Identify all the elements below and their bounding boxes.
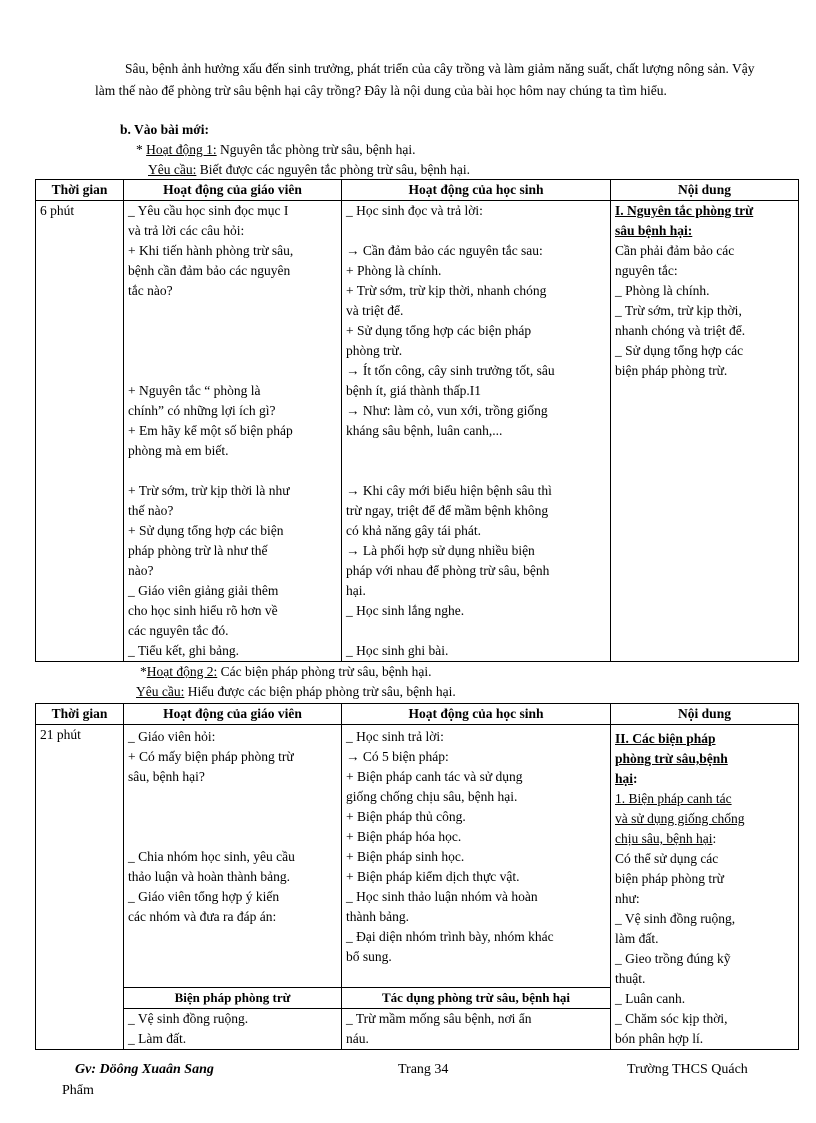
cell-text-line: phòng trừ.	[346, 343, 403, 358]
cell-text-line: có khả năng gây tái phát.	[346, 523, 481, 538]
cell-text-line: _ Chia nhóm học sinh, yêu cầu	[128, 849, 295, 864]
sub-header-measure: Biện pháp phòng trừ	[124, 987, 342, 1008]
content-cell	[611, 725, 799, 1050]
teacher-cell	[124, 725, 342, 988]
cell-text-line: hại.	[346, 583, 366, 598]
cell-text-line: chính” có những lợi ích gì?	[128, 403, 276, 418]
content-title-line: phòng trừ sâu,bệnh	[615, 751, 728, 766]
cell-text-line: pháp với nhau để phòng trừ sâu, bệnh	[346, 563, 550, 578]
cell-text-line: thành bảng.	[346, 909, 409, 924]
header-teacher: Hoạt động của giáo viên	[124, 180, 342, 201]
cell-text-line: _ Giáo viên hỏi:	[128, 729, 216, 744]
intro-paragraph: Sâu, bệnh ảnh hưởng xấu đến sinh trưởng, phát triển của cây trồng và làm giảm năng suất, chất lượng nông sản. Vậy làm thế nào để phòng trừ sâu bệnh hại cây trồng? Đây là nội dung của bài học hôm nay chúng ta tìm hiểu.	[95, 61, 755, 98]
cell-text-line: _ Trừ sớm, trừ kịp thời,	[615, 303, 742, 318]
cell-text-line: → Ít tốn công, cây sinh trưởng tốt, sâu	[346, 363, 555, 378]
cell-text-line: _ Chăm sóc kịp thời,	[615, 1011, 728, 1026]
cell-text-line: nào?	[128, 563, 154, 578]
cell-text-line: + Nguyên tắc “ phòng là	[128, 383, 261, 398]
cell-text-line: _ Gieo trồng đúng kỹ	[615, 951, 731, 966]
header-teacher: Hoạt động của giáo viên	[124, 704, 342, 725]
cell-text-line: nguyên tắc:	[615, 263, 678, 278]
cell-text-line: Cần phải đảm bảo các	[615, 243, 735, 258]
header-time: Thời gian	[36, 704, 124, 725]
content-subtitle-line: và sử dụng giống chống	[615, 811, 745, 826]
cell-text-line	[128, 341, 337, 361]
content-title-colon: :	[633, 771, 638, 786]
cell-text-line: _ Giáo viên giảng giải thêm	[128, 583, 279, 598]
cell-text-line: + Có mấy biện pháp phòng trừ	[128, 749, 294, 764]
requirement-1-name: Yêu cầu:	[148, 162, 197, 177]
content-subtitle-colon: :	[712, 831, 717, 846]
cell-text-line: náu.	[346, 1030, 369, 1046]
cell-text-line: _ Sử dụng tổng hợp các	[615, 343, 744, 358]
cell-text-line: + Biện pháp hóa học.	[346, 829, 462, 844]
content-title-line: II. Các biện pháp	[615, 731, 716, 746]
cell-text-line: _ Phòng là chính.	[615, 283, 710, 298]
header-content: Nội dung	[611, 704, 799, 725]
cell-text-line: + Sử dụng tổng hợp các biện	[128, 523, 284, 538]
cell-text-line: _ Học sinh thảo luận nhóm và hoàn	[346, 889, 538, 904]
cell-text-line	[128, 807, 337, 827]
cell-text-line: → Là phối hợp sử dụng nhiều biện	[346, 543, 535, 558]
student-cell	[342, 725, 611, 988]
cell-text-line: phòng mà em biết.	[128, 443, 229, 458]
activity-1-text: Nguyên tắc phòng trừ sâu, bệnh hại.	[216, 142, 416, 157]
cell-text-line: + Em hãy kể một số biện pháp	[128, 423, 293, 438]
cell-text-line: thảo luận và hoàn thành bảng.	[128, 869, 290, 884]
cell-text-line: → Cần đảm bảo các nguyên tắc sau:	[346, 243, 543, 258]
activity-2-star: *	[140, 664, 147, 679]
cell-text-line	[128, 787, 337, 807]
footer-teacher: Gv: Döông Xuaân Sang	[75, 1062, 214, 1077]
activity-2-text: Các biện pháp phòng trừ sâu, bệnh hại.	[217, 664, 432, 679]
cell-text-line: _ Học sinh ghi bài.	[346, 643, 449, 658]
cell-text-line	[346, 621, 606, 641]
requirement-1-line	[148, 160, 470, 180]
cell-text-line: _ Trừ mầm mống sâu bệnh, nơi ẩn	[346, 1010, 532, 1026]
cell-text-line: pháp phòng trừ là như thế	[128, 543, 268, 558]
cell-text-line: + Biện pháp kiểm dịch thực vật.	[346, 869, 520, 884]
cell-text-line: _ Vệ sinh đồng ruộng,	[615, 911, 736, 926]
cell-text-line: bệnh ít, giá thành thấp.I1	[346, 383, 481, 398]
header-content: Nội dung	[611, 180, 799, 201]
requirement-2-name: Yêu cầu:	[136, 684, 185, 699]
cell-text-line: và trả lời các câu hỏi:	[128, 223, 245, 238]
activity-1-star: *	[136, 142, 147, 157]
cell-text-line	[346, 461, 606, 481]
cell-text-line: thuật.	[615, 971, 646, 986]
student-cell	[342, 201, 611, 662]
requirement-1-text: Biết được các nguyên tắc phòng trừ sâu, bệnh hại.	[196, 162, 471, 177]
header-student: Hoạt động của học sinh	[342, 704, 611, 725]
cell-text-line: sâu, bệnh hại?	[128, 769, 205, 784]
teacher-cell	[124, 201, 342, 662]
cell-text-line	[128, 321, 337, 341]
content-subtitle-line: 1. Biện pháp canh tác	[615, 791, 732, 806]
cell-text-line: → Khi cây mới biểu hiện bệnh sâu thì	[346, 483, 552, 498]
cell-text-line: + Trừ sớm, trừ kịp thời, nhanh chóng	[346, 283, 547, 298]
cell-text-line: _ Tiểu kết, ghi bảng.	[128, 643, 240, 658]
cell-text-line: + Biện pháp canh tác và sử dụng	[346, 769, 523, 784]
cell-text-line: như:	[615, 891, 640, 906]
cell-text-line: giống chống chịu sâu, bệnh hại.	[346, 789, 518, 804]
cell-text-line: tắc nào?	[128, 283, 173, 298]
cell-text-line	[346, 221, 606, 241]
cell-text-line: biện pháp phòng trừ	[615, 871, 724, 886]
cell-text-line: _ Học sinh lắng nghe.	[346, 603, 465, 618]
cell-text-line: trừ ngay, triệt để để mầm bệnh không	[346, 503, 549, 518]
cell-text-line: _ Yêu cầu học sinh đọc mục I	[128, 203, 289, 218]
cell-text-line: → Có 5 biện pháp:	[346, 749, 449, 764]
cell-text-line: các nhóm và đưa ra đáp án:	[128, 909, 277, 924]
content-cell	[611, 201, 799, 662]
footer-page-number: Trang 34	[398, 1062, 449, 1077]
cell-text-line: → Như: làm cỏ, vun xới, trồng giống	[346, 403, 548, 418]
cell-text-line: _ Vệ sinh đồng ruộng.	[128, 1010, 249, 1026]
cell-text-line: + Biện pháp sinh học.	[346, 849, 465, 864]
cell-text-line: và triệt để.	[346, 303, 404, 318]
cell-text-line: nhanh chóng và triệt để.	[615, 323, 746, 338]
cell-text-line: + Phòng là chính.	[346, 263, 442, 278]
cell-text-line: _ Học sinh đọc và trả lời:	[346, 203, 483, 218]
activity-2-table	[35, 703, 799, 1050]
content-title-line: sâu bệnh hại:	[615, 223, 693, 238]
cell-text-line: Có thể sử dụng các	[615, 851, 719, 866]
activity-2-name: Hoạt động 2:	[146, 664, 218, 679]
cell-text-line: + Trừ sớm, trừ kịp thời là như	[128, 483, 290, 498]
activity-2-line	[140, 662, 432, 682]
cell-text-line	[128, 827, 337, 847]
cell-text-line: _ Học sinh trả lời:	[346, 729, 444, 744]
activity-1-line	[136, 140, 416, 160]
content-title-line: I. Nguyên tắc phòng trừ	[615, 203, 754, 218]
activity-1-name: Hoạt động 1:	[146, 142, 217, 157]
cell-text-line: _ Luân canh.	[615, 991, 686, 1006]
requirement-2-text: Hiểu được các biện pháp phòng trừ sâu, bệnh hại.	[184, 684, 456, 699]
cell-text-line: _ Giáo viên tổng hợp ý kiến	[128, 889, 280, 904]
cell-text-line: các nguyên tắc đó.	[128, 623, 229, 638]
cell-text-line: + Sử dụng tổng hợp các biện pháp	[346, 323, 532, 338]
sub-header-effect: Tác dụng phòng trừ sâu, bệnh hại	[342, 987, 611, 1008]
cell-text-line: + Biện pháp thủ công.	[346, 809, 466, 824]
cell-text-line	[346, 441, 606, 461]
cell-text-line: + Khi tiến hành phòng trừ sâu,	[128, 243, 294, 258]
cell-text-line: cho học sinh hiểu rõ hơn về	[128, 603, 278, 618]
header-student: Hoạt động của học sinh	[342, 180, 611, 201]
cell-text-line	[128, 301, 337, 321]
cell-text-line	[128, 461, 337, 481]
footer-school: Trường THCS Quách	[627, 1062, 748, 1077]
cell-text-line	[128, 361, 337, 381]
cell-text-line: bón phân hợp lí.	[615, 1031, 704, 1046]
footer-school-continued: Phẩm	[62, 1083, 94, 1098]
sub-measure-cell	[124, 1008, 342, 1049]
cell-text-line: biện pháp phòng trừ.	[615, 363, 728, 378]
sub-effect-cell	[342, 1008, 611, 1049]
cell-text-line: bổ sung.	[346, 949, 392, 964]
cell-text-line: thế nào?	[128, 503, 174, 518]
content-subtitle-line: chịu sâu, bệnh hại	[615, 831, 713, 846]
cell-text-line: kháng sâu bệnh, luân canh,...	[346, 423, 503, 438]
cell-text-line: làm đất.	[615, 931, 659, 946]
section-heading: b. Vào bài mới:	[120, 122, 209, 137]
header-time: Thời gian	[36, 180, 124, 201]
cell-text-line: bệnh cần đảm bảo các nguyên	[128, 263, 291, 278]
activity-1-table	[35, 179, 799, 662]
requirement-2-line	[136, 682, 456, 702]
cell-text-line: _ Đại diện nhóm trình bày, nhóm khác	[346, 929, 554, 944]
content-title-line: hại	[615, 771, 634, 786]
time-cell: 6 phút	[36, 201, 124, 662]
cell-text-line: _ Làm đất.	[128, 1030, 187, 1046]
time-cell: 21 phút	[36, 725, 124, 1050]
